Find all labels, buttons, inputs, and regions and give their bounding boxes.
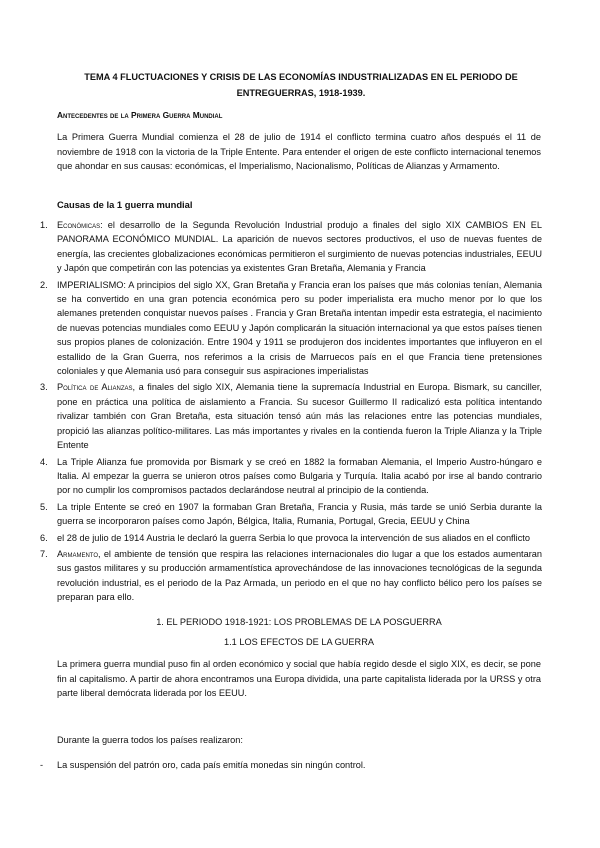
list-item [0,278,542,379]
list-item-number: 5. [40,501,48,512]
list-item-text: IMPERIALISMO: A principios del siglo XX, Gran Bretaña y Francia eran los países que más colonias tenían, Alemania se ha convertido en una gran potencia económica pero su poder imperialista era mucho menor por lo que los alemanes pretenden conquistar nuevos países . Francia y Gran Bretaña intentan impedir esta estrategia, el nacimiento de nuevas potencias mundiales como EEUU y Japón complicarán la situación internacional ya que estos países tienen sus propios planes de colonización. Entre 1904 y 1911 se produjeron dos incidentes importantes que influyeron en el estallido de la Gran Guerra, nos referimos a la crisis de Marruecos país en el que Francia tiene pretensiones coloniales y que Alemania usó para conseguir sus aspiraciones imperialistas [57,279,542,377]
list-item-lead: Armamento [57,548,99,559]
list-item-lead: Económicas [57,220,101,230]
title-line-1: TEMA 4 FLUCTUACIONES Y CRISIS DE LAS ECONOMÍAS INDUSTRIALIZADAS EN EL PERIODO DE [84,72,518,82]
list-item [0,455,542,498]
section-1-heading: 1. EL PERIODO 1918-1921: LOS PROBLEMAS DE LA POSGUERRA [156,617,442,627]
list-item [0,380,542,452]
list-item-number: 4. [40,456,48,467]
causas-heading-text: Causas de la 1 guerra mundial [57,199,193,210]
list-item [0,218,542,276]
causas-heading [57,199,192,210]
document-title [60,69,542,101]
antecedentes-paragraph: La Primera Guerra Mundial comienza el 28 de julio de 1914 el conflicto termina cuatro años después el 11 de noviembre de 1918 con la victoria de la Triple Entente. Para entender el origen de este conflicto internacional tenemos que ahondar en sus causas: económicas, el Imperialismo, Nacionalismo, Políticas de Alianzas y Armamento. [57,132,541,171]
list-item-number: 3. [40,382,48,393]
list-item-text: La Triple Alianza fue promovida por Bismark y se creó en 1882 la formaban Alemania, el Imperio Austro-húngaro e Italia. Al empezar la guerra se unieron otros países como Bulgaria y Turquía. Italia acabó por irse al bando contrario por no cumplir los compromisos pactados declarándose neutral al principio de la contienda. [57,456,542,496]
efectos-paragraph: La primera guerra mundial puso fin al orden económico y social que había regido desde el siglo XIX, es decir, se pone fin al capitalismo. A partir de ahora encontramos una Europa dividida, una parte capitalista liderada por la URSS y otra parte liberal demócrata liderada por los EEUU. [57,659,541,698]
list-item-text: el 28 de julio de 1914 Austria le declaró la guerra Serbia lo que provoca la intervención de sus aliados en el conflicto [57,532,530,543]
list-item-text: : el desarrollo de la Segunda Revolución Industrial produjo a finales del siglo XIX CAMBIOS EN EL PANORAMA ECONÓMICO MUNDIAL. La aparición de nuevos sectores productivos, el uso de nuevas fuentes de energía, las crecientes globalizaciones económicas permitieron el surgimiento de nuevas potencias industriales, EEUU y Japón que competirán con las potencias ya existentes Gran Bretaña, Alemania y Francia [57,220,542,274]
durante-guerra-paragraph: Durante la guerra todos los países realizaron: [57,735,243,745]
section-1-1-heading: 1.1 LOS EFECTOS DE LA GUERRA [224,637,374,647]
list-item-lead: Política de Alianzas [57,382,133,393]
title-line-2: ENTREGUERRAS, 1918-1939. [236,88,366,98]
list-item-number: 6. [40,532,48,543]
list-item-text: , el ambiente de tensión que respira las relaciones internacionales dio lugar a que los estados aumentaran sus gastos militares y su producción armamentística aprovechándose de las innovaciones tecnológicas de la segunda revolución industrial, es el periodo de la Paz Armada, un periodo en el que no hay conflicto bélico pero los países se preparan para ello. [57,548,542,603]
list-item-number: 2. [40,279,48,290]
causes-list [0,218,542,607]
bullet-dash: - [40,760,44,770]
list-item-number: 1. [40,220,48,230]
list-item [0,500,542,529]
list-item-text: , a finales del siglo XIX, Alemania tiene la supremacía Industrial en Europa. Bismark, su canciller, pone en práctica una política de aislamiento a Francia. Su sucesor Guillermo II radicalizó esta política intentando rivalizar también con Gran Bretaña, esta situación tensó aún más las relaciones entre las potencias mundiales, propició las alianzas político-militares. Las más importantes y rivales en la contienda fueron la Triple Alianza y la Triple Entente [57,382,542,451]
list-item [0,547,542,605]
list-item-number: 7. [40,548,48,559]
antecedentes-heading: Antecedentes de la Primera Guerra Mundial [57,110,223,120]
list-item-text: La suspensión del patrón oro, cada país emitía monedas sin ningún control. [57,760,366,770]
list-item-text: La triple Entente se creó en 1907 la formaban Gran Bretaña, Francia y Rusia, más tarde se unió Serbia durante la guerra se incorporaron países como Japón, Bélgica, Italia, Rumania, Portugal, Grecia, EEUU y China [57,501,542,527]
list-item [0,531,542,545]
